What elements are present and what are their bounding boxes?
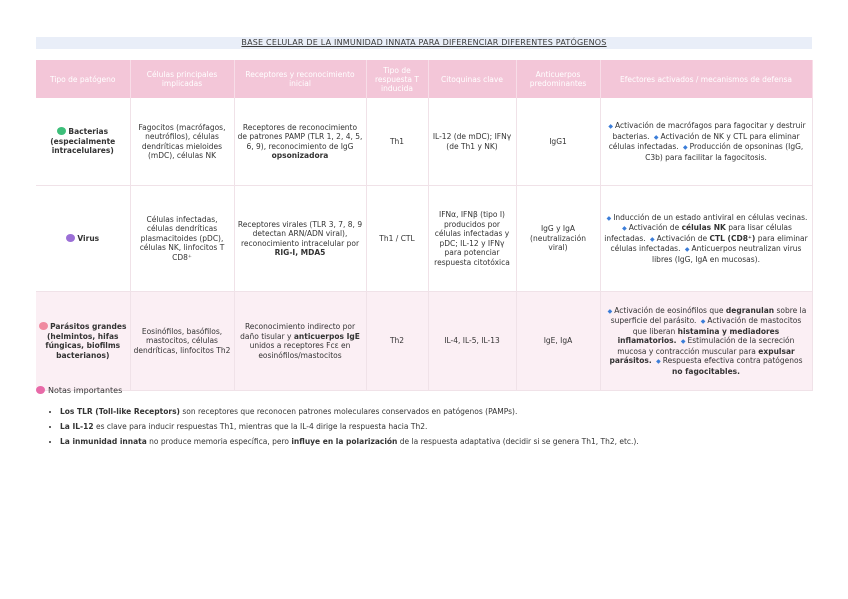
pathogen-name: Virus (77, 233, 100, 243)
bullet-icon: ◆ (656, 358, 661, 366)
header-receptors: Receptores y reconocimiento inicial (234, 60, 366, 98)
receptors-text: Receptores de reconocimiento de patrones PAMP (TLR 1, 2, 4, 5, 6, 9), reconocimiento de IgG (237, 122, 363, 151)
antibodies-cell: IgG1 (516, 98, 600, 186)
header-pathogen-type: Tipo de patógeno (36, 60, 130, 98)
effectors-cell (600, 98, 812, 186)
effector-bold: histamina y mediadores inflamatorios. (617, 326, 780, 346)
receptors-text: Reconocimiento indirecto por daño tisular y (240, 322, 356, 341)
effector-text: Activación de (628, 223, 682, 233)
response-cell: Th2 (366, 292, 428, 391)
effector-text: Activación de mastocitos que liberan (632, 316, 802, 336)
header-cytokines: Citoquinas clave (428, 60, 516, 98)
receptors-bold: RIG-I, MDA5 (274, 248, 326, 257)
cytokines-cell: IFNα, IFNβ (tipo I) producidos por células infectadas y pDC; IL-12 y IFNγ para potenciar respuesta citotóxica (428, 186, 516, 292)
effector-text: Respuesta efectiva contra patógenos (662, 356, 803, 366)
bullet-icon: ◆ (608, 123, 614, 130)
bacteria-icon (57, 127, 66, 135)
effector-bold: expulsar parásitos. (609, 346, 795, 366)
effector-text: Anticuerpos neutralizan virus libres (IgG, IgA en mucosas). (652, 244, 802, 264)
note-text: no produce memoria específica, pero (146, 437, 292, 446)
effector-text: Activación de NK y CTL para eliminar células infectadas. (608, 131, 800, 151)
bullet-icon: ◆ (684, 246, 690, 254)
cells-cell: Fagocitos (macrófagos, neutrófilos), células dendríticas mieloides (mDC), células NK (130, 98, 234, 186)
note-bold: La inmunidad innata (60, 437, 147, 446)
pathogen-cell (36, 292, 130, 391)
antibodies-cell: IgE, IgA (516, 292, 600, 391)
effector-text: para eliminar células infectadas. (610, 233, 808, 254)
bullet-icon: ◆ (622, 225, 627, 233)
effector-text: Estimulación de la secreción mucosa y contracción muscular para (617, 336, 795, 356)
bullet-icon: ◆ (650, 235, 655, 243)
header-antibodies: Anticuerpos predominantes (516, 60, 600, 98)
effector-text: sobre la superficie del parásito. (610, 305, 807, 326)
worm-icon (39, 322, 48, 330)
receptors-cell (234, 98, 366, 186)
list-item (60, 419, 820, 434)
table-row-bacteria (36, 98, 812, 186)
effector-text: Producción de opsoninas (IgG, C3b) para facilitar la fagocitosis. (645, 142, 804, 162)
list-item (60, 404, 820, 419)
antibodies-cell: IgG y IgA (neutralización viral) (516, 186, 600, 292)
table-row-parasites (36, 292, 812, 391)
effector-bold: no fagocitables. (672, 366, 740, 376)
bullet-icon: ◆ (700, 318, 706, 326)
bullet-icon: ◆ (607, 307, 613, 315)
header-cells: Células principales implicadas (130, 60, 234, 98)
list-item (60, 434, 820, 449)
effector-text: para lisar células infectadas. (604, 223, 792, 243)
bullet-icon: ◆ (680, 338, 686, 346)
bullet-icon: ◆ (653, 133, 659, 141)
note-bold: La IL-12 (60, 422, 94, 431)
note-text: son receptores que reconocen patrones moleculares conservados en patógenos (PAMPs). (179, 407, 518, 416)
receptors-text: unidos a receptores Fcε en eosinófilos/mastocitos (249, 341, 351, 360)
note-text: es clave para inducir respuestas Th1, mientras que la IL-4 dirige la respuesta hacia Th2. (93, 422, 428, 431)
effector-bold: CTL (CD8⁺) (709, 233, 756, 243)
cytokines-cell: IL-12 (de mDC); IFNγ (de Th1 y NK) (428, 98, 516, 186)
note-bold: influye en la polarización (291, 437, 398, 446)
bullet-icon: ◆ (683, 144, 688, 151)
immunity-table (36, 60, 813, 391)
cells-cell: Eosinófilos, basófilos, mastocitos, células dendríticas, linfocitos Th2 (130, 292, 234, 391)
pathogen-cell (36, 186, 130, 292)
note-text: de la respuesta adaptativa (decidir si se genera Th1, Th2, etc.). (397, 437, 639, 446)
receptors-text: Receptores virales (TLR 3, 7, 8, 9 detectan ARN/ADN viral), reconocimiento intracelular por (237, 219, 363, 248)
cytokines-cell: IL-4, IL-5, IL-13 (428, 292, 516, 391)
notes-list (40, 404, 820, 449)
header-t-response: Tipo de respuesta T inducida (366, 60, 428, 98)
notes-heading-text: Notas importantes (48, 386, 123, 395)
response-cell: Th1 / CTL (366, 186, 428, 292)
table-header-row (36, 60, 812, 98)
table-row-virus (36, 186, 812, 292)
response-cell: Th1 (366, 98, 428, 186)
effector-text: Activación de macrófagos para fagocitar y destruir bacterias. (612, 121, 806, 141)
receptors-cell (234, 186, 366, 292)
note-bold: Los TLR (Toll-like Receptors) (60, 407, 180, 416)
pathogen-name: Bacterias (especialmente intracelulares) (50, 127, 116, 156)
receptors-bold: anticuerpos IgE (293, 331, 360, 341)
effector-text: Inducción de un estado antiviral en células vecinas. (613, 212, 808, 222)
virus-icon (66, 234, 75, 242)
effector-bold: degranulan (725, 305, 775, 315)
pathogen-cell (36, 98, 130, 186)
notes-heading (36, 386, 122, 395)
effector-text: Activación de (656, 233, 710, 243)
effectors-cell (600, 292, 812, 391)
header-effectors: Efectores activados / mecanismos de defensa (600, 60, 812, 98)
receptors-bold: opsonizadora (271, 151, 329, 160)
effector-bold: células NK (681, 223, 726, 233)
document-title: BASE CELULAR DE LA INMUNIDAD INNATA PARA DIFERENCIAR DIFERENTES PATÓGENOS (36, 37, 812, 49)
pathogen-name: Parásitos grandes (50, 322, 127, 331)
cells-cell: Células infectadas, células dendríticas plasmacitoides (pDC), células NK, linfocitos T CD8⁺ (130, 186, 234, 292)
bullet-icon: ◆ (606, 214, 612, 222)
receptors-cell (234, 292, 366, 391)
pathogen-subtitle: (helmintos, hifas fúngicas, biofilms bacterianos) (45, 331, 121, 360)
brain-icon (36, 386, 45, 394)
effector-text: Activación de eosinófilos que (614, 305, 726, 315)
effectors-cell (600, 186, 812, 292)
